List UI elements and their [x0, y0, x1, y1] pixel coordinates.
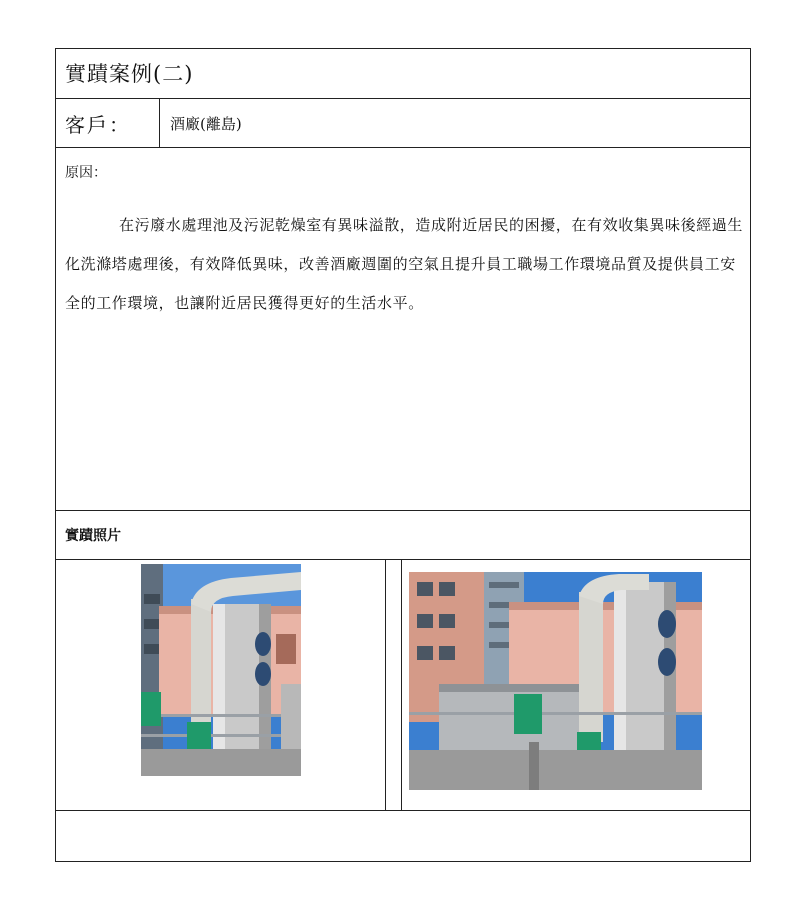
- reason-row: [56, 148, 750, 511]
- reason-paragraph: 在污廢水處理池及污泥乾燥室有異味溢散，造成附近居民的困擾，在有效收集異味後經過生化洗滌塔處理後，有效降低異味，改善酒廠週圍的空氣且提升員工職場工作環境品質及提供員工安全的工作環境，也讓附近居民獲得更好的生活水平。: [65, 216, 744, 312]
- scrubber-photo-2: [409, 572, 702, 790]
- title-row: [56, 49, 750, 99]
- scrubber-photo-1: [141, 564, 301, 776]
- client-value: 酒廠(離島): [170, 115, 242, 133]
- case-study-table: [55, 48, 751, 862]
- empty-row: [56, 811, 750, 863]
- photos-label: 實蹟照片: [65, 528, 121, 544]
- reason-label: 原因：: [65, 165, 107, 181]
- photos-header-row: [56, 511, 750, 560]
- client-label: 客戶：: [65, 113, 131, 137]
- page-title: 實蹟案例(二): [65, 62, 194, 86]
- column-divider: [159, 99, 160, 147]
- column-divider: [401, 560, 402, 810]
- column-divider: [385, 560, 386, 810]
- photos-row: [56, 560, 750, 811]
- client-row: [56, 99, 750, 148]
